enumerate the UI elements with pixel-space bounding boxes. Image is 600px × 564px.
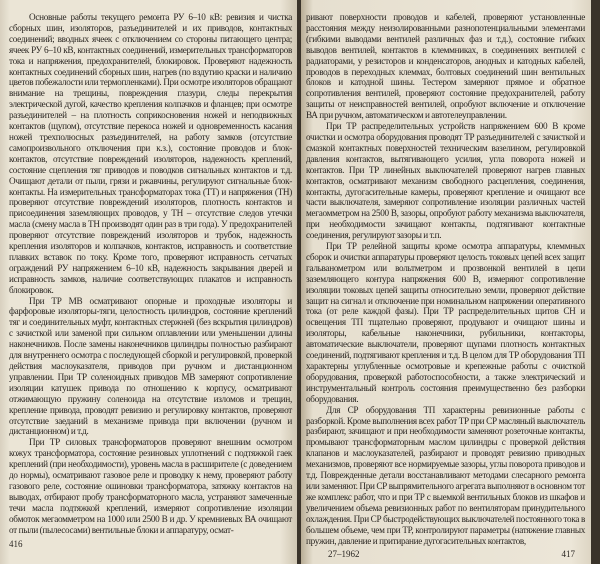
left-page: [0, 0, 297, 564]
right-page-body: [306, 12, 585, 546]
signature-mark: 27–1962: [328, 549, 360, 560]
page-edge: [591, 0, 600, 564]
page-number: 417: [561, 549, 575, 560]
paragraph: При ТР МВ осматривают опорные и проходные изоляторы и фарфоровые изоляторы-тяги, целостность цилиндров, состояние креплений тяг и соединительных муфт, контактных стержней (без вскрытия цилиндров) с зачисткой или заменой при сильном оплавлении или уменьшении длины наконечников. После замены наконечников цилиндры полностью разбирают для внутреннего осмотра с последующей сборкой и регулировкой, проверкой действия маслоуказателя, приводов при ручном и дистанционном управлении. При ТР соленоидных приводов МВ замеряют сопротивление изоляции катушек привода по отношению к корпусу, осматривают отжимающую пружину соленоида на отсутствие изломов и трещин, крепление привода, проводят ревизию и регулировку контактов, проверяют отсутствие заеданий в механизме привода при включении (ручном и дистанционном) и т.д.: [9, 295, 292, 437]
paragraph: При ТР релейной защиты кроме осмотра аппаратуры, клеммных сборок и очистки аппаратуры проверяют целость токовых цепей всех защит гальванометром или вольтметром и прозвонкой вентилей в цепи заземляющего контура напряжения 600 В, измеряют сопротивление изоляции токовых цепей защиты относительно земли, проверяют действие защит на сигнал и отключение при номинальном напряжении оперативного тока (от реле каждой фазы). При ТР распределительных щитов СН и освещения ТП тщательно проверяют, продувают и очищают шины и изоляторы, кабельные наконечники, рубильники, контакторы, автоматические выключатели, проверяют щупами плотность контактных соединений, подтягивают крепления и т.д. В целом для ТР оборудования ТП характерны углубленные осмотровые и крепежные работы с очисткой оборудования, проверкой работоспособности, а также электрический и инструментальный контроль состояния преимущественно без разборки оборудования.: [306, 241, 585, 404]
page-number: 416: [9, 538, 23, 549]
paragraph: При ТР силовых трансформаторов проверяют внешним осмотром кожух трансформатора, состояние резиновых уплотнений с подтяжкой гаек креплений (при необходимости), уровень масла в расширителе (с доведением до нормы), осматривают газовое реле и проводку к нему, проверяют работу газового реле, состояние ошиновки трансформатора, затяжку контактов на выводах, отбирают пробу трансформаторного масла, устраняют замеченные течи масла подтяжкой креплений, измеряют сопротивление изоляции обмоток мегаомметром на 1000 или 2500 В и др. У кремниевых ВА очищают от пыли (пылесосами) вентильные блоки и аппаратуру, осмат-: [9, 437, 292, 535]
paragraph: При ТР распределительных устройств напряжением 600 В кроме очистки и осмотра оборудования проводят ТР разъединителей с зачисткой и смазкой контактных поверхностей техническим вазелином, регулировкой давления контактов, вытягивающего усилия, угла поворота ножей и контактов. При ТР линейных выключателей проверяют нагрев главных контактов, осматривают механизм свободного расцепления, соединения, контакты, дугогасительные камеры, проверяют крепление и очищают все части выключателя, замеряют сопротивление изоляции различных частей мегаомметром на 2500 В, зазоры, опробуют работу механизма выключателя, при необходимости зачищают контакты, подтягивают контактные соединения, регулируют зазоры и т.п.: [306, 121, 585, 241]
paragraph: ривают поверхности проводов и кабелей, проверяют установленные расстояния между неизолированными разнопотенциальными элементами (гибкими выводами вентилей различных фаз и т.д.), состояние гибких выводов вентилей, контактов в клеммниках, в соединениях вентилей с радиаторами, у резисторов и конденсаторов, анодных и катодных кабелей, проводов в переходных клеммах, болтовых соединений шин вентильных блоков и катодной шины. Тестером замеряют прямое и обратное сопротивления вентилей, проверяют состояние предохранителей, работу защиты от неисправностей вентилей, опробуют включение и отключение ВА при ручном, автоматическом и автотелеуправлении.: [306, 12, 585, 121]
right-page: [301, 0, 591, 564]
paragraph: Для СР оборудования ТП характерны ревизионные работы с разборкой. Кроме выполнения всех работ ТР при СР масляный выключатель разбирают, зачищают и при необходимости заменяют розеточные контакты, промывают трансформаторным маслом цилиндры с проверкой действия клапанов и маслоуказателей, разбирают и проводят ревизию приводных механизмов, проверяют все нормируемые зазоры, углы поворота приводов и т.д. Поврежденные детали восстанавливают методами слесарного ремонта или заменяют. При СР выпрямительного агрегата выполняют в основном тот же комплекс работ, что и при ТР с выемкой вентильных блоков из шкафов и увеличением объема ревизионных работ по вентиляторам принудительного охлаждения. При СР быстродействующих выключателей постоянного тока в большем объеме, чем при ТР, контролируют параметры (натяжение главных пружин, давление и притирание дугогасительных контактов,: [306, 404, 585, 546]
right-page-footer: [306, 549, 585, 560]
left-page-footer: [9, 539, 292, 550]
paragraph: Основные работы текущего ремонта РУ 6–10 кВ: ревизия и чистка сборных шин, изоляторов, разъединителей и их приводов, контактных соединений; вводных ячеек с отключением со стороны питающего центра; ячеек РУ 6–10 кВ, контактных соединений, измерительных трансформаторов тока и напряжения, предохранителей, блокировок. Проверяют надежность контактных соединений сборных шин, нагрев (по вздутию краски и наличию цветов побежалости или термопленками). При осмотре изоляторов обращают внимание на трещины, повреждения глазури, следы перекрытия электрической дугой, качество крепления колпачков и фланцев; при осмотре разъединителей – на плотность соприкосновения ножей и неподвижных контактов (щупом), отсутствие перекоса ножей и одновременность касания ножей трехполюсных разъединителей, на работу замков (отсутствие самопроизвольного отключения при к.з.), состояние проводов и блок-контактов, отсутствие повреждений изоляторов, надежность креплений, состояние сцепления тяг приводов и поводков сигнальных контактов и т.д. Очищают детали от пыли, грязи и ржавчины, регулируют сигнальные блок-контакты. На измерительных трансформаторах тока (ТТ) и напряжения (ТН) проверяют отсутствие повреждений изоляторов, плотность контактов и присоединения заземляющих проводов, у ТН – отсутствие следов утечки масла (смену масла в ТН производят один раз в три года). У предохранителей проверяют отсутствие повреждений изоляторов и трубок, надежность крепления изоляторов и колпачков, контактов, исправность и соответствие плавких вставок по току. Кроме того, проверяют исправность сетчатых ограждений РУ напряжением 6–10 кВ, надежность закрывания дверей и исправность замков, наличие соответствующих плакатов и исправность блокировок.: [9, 12, 292, 295]
left-page-body: [9, 12, 292, 536]
